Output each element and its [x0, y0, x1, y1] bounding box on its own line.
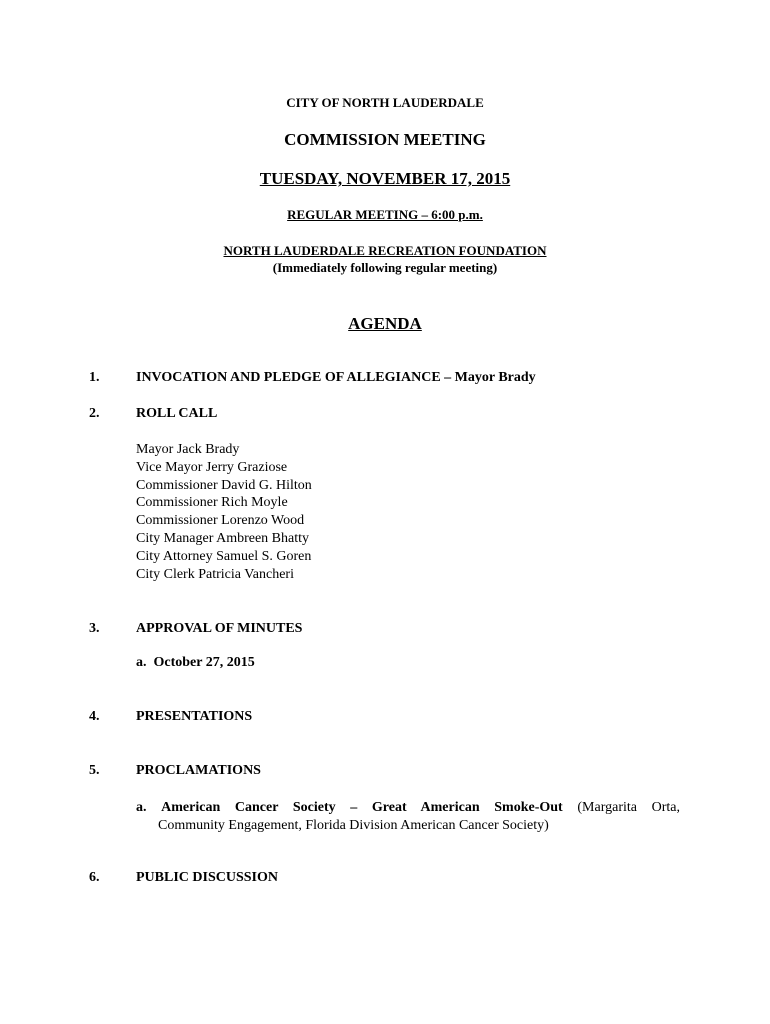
regular-meeting-time: REGULAR MEETING – 6:00 p.m. — [287, 207, 483, 222]
proclamation-title: American Cancer Society – Great American Smoke-Out — [161, 800, 563, 815]
roll-call-member: Commissioner David G. Hilton — [136, 477, 312, 493]
item-number: 5. — [89, 763, 100, 778]
item-roll-call: ROLL CALL — [136, 406, 218, 421]
item-approval-of-minutes: APPROVAL OF MINUTES — [136, 621, 303, 636]
item-number: 1. — [89, 370, 100, 385]
minutes-date: October 27, 2015 — [153, 655, 255, 670]
agenda-heading: AGENDA — [348, 314, 422, 333]
city-name: CITY OF NORTH LAUDERDALE — [286, 95, 484, 110]
proclamation-detail-start: (Margarita Orta, — [577, 800, 681, 815]
foundation-note: (Immediately following regular meeting) — [272, 260, 498, 275]
roll-call-member: City Attorney Samuel S. Goren — [136, 548, 312, 564]
minutes-subitem — [136, 655, 255, 671]
meeting-title: COMMISSION MEETING — [284, 130, 486, 149]
meeting-date: TUESDAY, NOVEMBER 17, 2015 — [259, 169, 511, 188]
item-invocation: INVOCATION AND PLEDGE OF ALLEGIANCE – Mayor Brady — [136, 370, 536, 385]
subitem-letter: a. — [136, 655, 147, 670]
subitem-letter: a. — [136, 800, 147, 815]
item-number: 4. — [89, 709, 100, 724]
item-number: 2. — [89, 406, 100, 421]
proclamation-subitem — [136, 799, 680, 835]
roll-call-member: City Manager Ambreen Bhatty — [136, 530, 310, 546]
item-number: 6. — [89, 870, 100, 885]
roll-call-member: Commissioner Rich Moyle — [136, 495, 288, 511]
item-presentations: PRESENTATIONS — [136, 709, 253, 724]
roll-call-member: Commissioner Lorenzo Wood — [136, 513, 305, 529]
roll-call-member: Mayor Jack Brady — [136, 442, 240, 457]
proclamation-detail-end: Community Engagement, Florida Division American Cancer Society) — [158, 818, 549, 833]
foundation-title: NORTH LAUDERDALE RECREATION FOUNDATION — [223, 243, 547, 258]
roll-call-member: City Clerk Patricia Vancheri — [136, 566, 294, 582]
item-public-discussion: PUBLIC DISCUSSION — [136, 870, 278, 885]
item-number: 3. — [89, 621, 100, 636]
item-proclamations: PROCLAMATIONS — [136, 763, 261, 778]
roll-call-list — [136, 441, 312, 583]
roll-call-member: Vice Mayor Jerry Graziose — [136, 459, 288, 475]
